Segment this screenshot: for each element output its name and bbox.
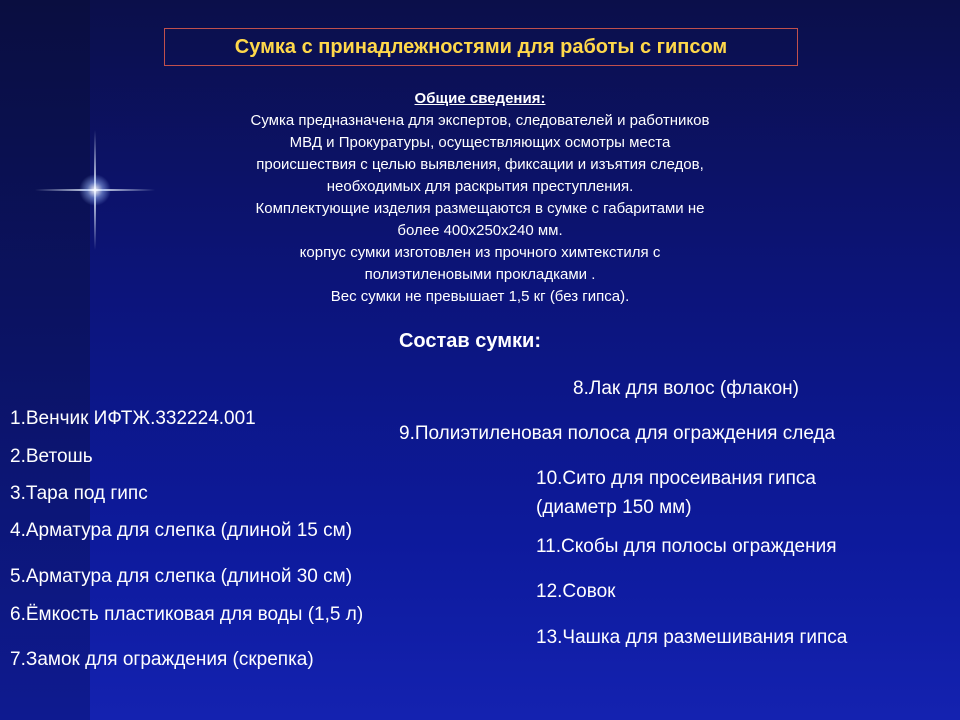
list-item: 11.Скобы для полосы ограждения — [536, 536, 837, 557]
composition-heading: Состав сумки: — [398, 330, 542, 352]
list-item: 3.Тара под гипс — [10, 483, 148, 504]
list-item: 12.Совок — [536, 581, 616, 602]
light-flare-decoration — [35, 130, 155, 250]
list-item: 6.Ёмкость пластиковая для воды (1,5 л) — [10, 604, 364, 625]
general-info-line: Вес сумки не превышает 1,5 кг (без гипса). — [330, 288, 630, 305]
general-info-line: корпус сумки изготовлен из прочного химтекстиля с — [299, 244, 661, 261]
list-item-continuation: (диаметр 150 мм) — [536, 497, 692, 518]
list-item: 10.Сито для просеивания гипса — [536, 468, 816, 489]
list-item: 2.Ветошь — [10, 446, 93, 467]
list-item: 7.Замок для ограждения (скрепка) — [10, 649, 314, 670]
list-item: 5.Арматура для слепка (длиной 30 см) — [10, 566, 353, 587]
list-item: 4.Арматура для слепка (длиной 15 см) — [10, 520, 353, 541]
general-info-line: необходимых для раскрытия преступления. — [326, 178, 634, 195]
general-info-line: происшествия с целью выявления, фиксации и изъятия следов, — [256, 156, 704, 173]
general-info-line: полиэтиленовыми прокладками . — [364, 266, 596, 283]
list-item: 8.Лак для волос (флакон) — [573, 378, 799, 399]
list-item: 1.Венчик ИФТЖ.332224.001 — [10, 408, 256, 429]
list-item: 9.Полиэтиленовая полоса для ограждения следа — [399, 423, 836, 444]
general-info-line: МВД и Прокуратуры, осуществляющих осмотры места — [289, 134, 671, 151]
flare-glow — [79, 174, 111, 206]
general-info-heading: Общие сведения: — [414, 90, 546, 107]
list-item: 13.Чашка для размешивания гипса — [536, 627, 848, 648]
general-info-line: Комплектующие изделия размещаются в сумке с габаритами не — [255, 200, 705, 217]
slide-title-text: Сумка с принадлежностями для работы с гипсом — [234, 35, 728, 58]
general-info-block — [180, 88, 780, 308]
slide-title — [164, 28, 798, 66]
general-info-line: более 400х250х240 мм. — [397, 222, 563, 239]
general-info-line: Сумка предназначена для экспертов, следователей и работников — [250, 112, 710, 129]
